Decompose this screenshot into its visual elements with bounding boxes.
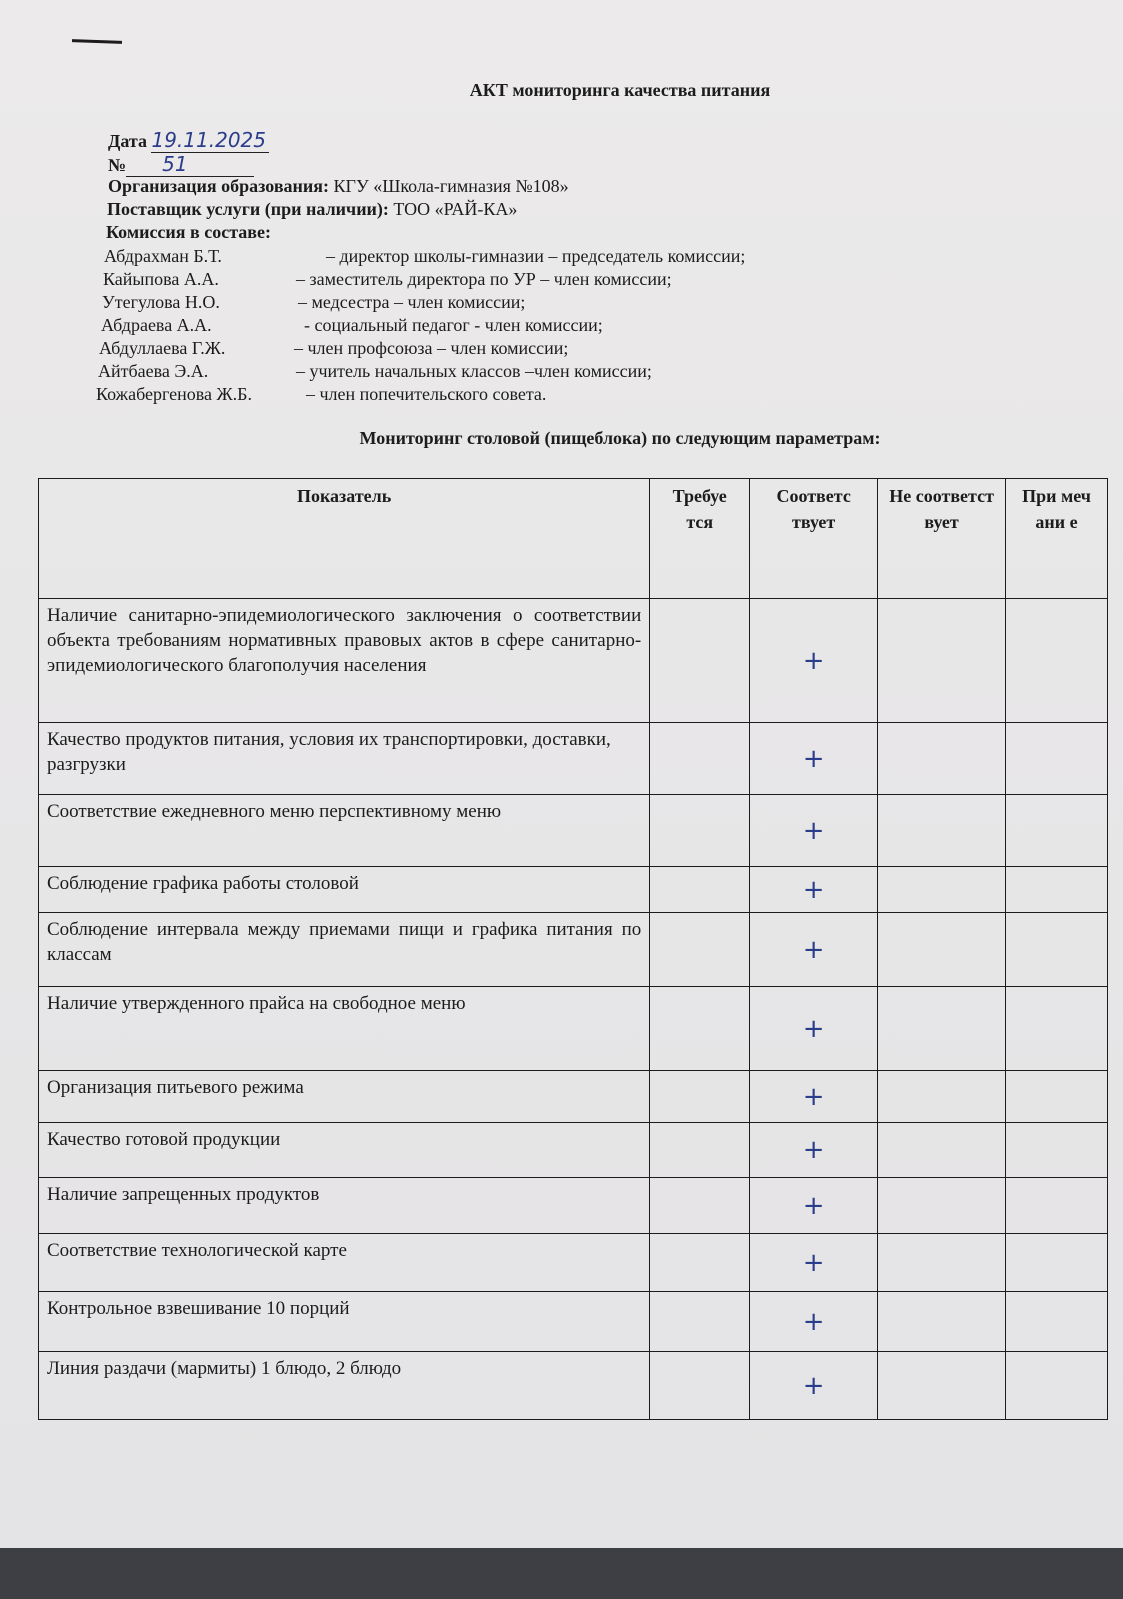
table-row	[39, 867, 1108, 913]
complies-cell: +	[750, 913, 878, 987]
commission-member	[99, 338, 569, 359]
note-cell	[1006, 913, 1108, 987]
complies-cell: +	[750, 723, 878, 795]
note-cell	[1006, 795, 1108, 867]
date-label: Дата	[108, 131, 147, 151]
commission-line	[106, 222, 271, 243]
not-complies-cell	[878, 1071, 1006, 1123]
note-cell	[1006, 1234, 1108, 1292]
document-title: АКТ мониторинга качества питания	[469, 80, 771, 100]
complies-cell: +	[750, 1234, 878, 1292]
monitoring-table	[38, 478, 1108, 1420]
number-value: 51	[162, 152, 188, 176]
complies-cell: +	[750, 1071, 878, 1123]
header-complies: Соответс твует	[750, 479, 878, 599]
member-name: Абдрахман Б.Т.	[104, 246, 222, 266]
commission-member	[101, 315, 603, 336]
member-name: Утегулова Н.О.	[102, 292, 220, 312]
not-complies-cell	[878, 723, 1006, 795]
complies-cell: +	[750, 1352, 878, 1420]
table-row	[39, 1123, 1108, 1178]
organization-line	[108, 176, 569, 197]
not-complies-cell	[878, 867, 1006, 913]
member-role: – заместитель директора по УР – член комиссии;	[296, 269, 672, 289]
required-cell	[650, 1234, 750, 1292]
indicator-cell: Соблюдение интервала между приемами пищи и графика питания по классам	[39, 913, 650, 987]
member-name: Кайыпова А.А.	[103, 269, 219, 289]
supplier-label: Поставщик услуги (при наличии):	[107, 199, 389, 219]
table-row	[39, 1234, 1108, 1292]
note-cell	[1006, 1178, 1108, 1234]
not-complies-cell	[878, 1352, 1006, 1420]
member-role: – член профсоюза – член комиссии;	[294, 338, 569, 358]
complies-cell: +	[750, 1123, 878, 1178]
not-complies-cell	[878, 599, 1006, 723]
table-row	[39, 795, 1108, 867]
note-cell	[1006, 723, 1108, 795]
date-line	[108, 128, 269, 153]
note-cell	[1006, 1292, 1108, 1352]
required-cell	[650, 1071, 750, 1123]
required-cell	[650, 913, 750, 987]
indicator-cell: Качество готовой продукции	[39, 1123, 650, 1178]
date-value: 19.11.2025	[151, 128, 266, 152]
table-caption: Мониторинг столовой (пищеблока) по следующим параметрам:	[359, 428, 881, 448]
table-row	[39, 1071, 1108, 1123]
supplier-value: ТОО «РАЙ-КА»	[393, 199, 518, 219]
table-row	[39, 723, 1108, 795]
number-slot	[126, 152, 254, 177]
note-cell	[1006, 599, 1108, 723]
indicator-cell: Соответствие технологической карте	[39, 1234, 650, 1292]
required-cell	[650, 867, 750, 913]
table-row	[39, 599, 1108, 723]
table-row	[39, 913, 1108, 987]
complies-cell: +	[750, 599, 878, 723]
indicator-cell: Соответствие ежедневного меню перспективному меню	[39, 795, 650, 867]
member-role: – член попечительского совета.	[306, 384, 547, 404]
organization-label: Организация образования:	[108, 176, 330, 196]
commission-member	[103, 269, 672, 290]
required-cell	[650, 599, 750, 723]
not-complies-cell	[878, 795, 1006, 867]
note-cell	[1006, 1071, 1108, 1123]
member-name: Кожабергенова Ж.Б.	[96, 384, 252, 404]
number-line	[108, 152, 254, 177]
not-complies-cell	[878, 1292, 1006, 1352]
complies-cell: +	[750, 1178, 878, 1234]
table-row	[39, 987, 1108, 1071]
number-label: №	[108, 155, 127, 175]
complies-cell: +	[750, 795, 878, 867]
member-role: – директор школы-гимназии – председатель комиссии;	[326, 246, 746, 266]
not-complies-cell	[878, 1234, 1006, 1292]
indicator-cell: Качество продуктов питания, условия их транспортировки, доставки, разгрузки	[39, 723, 650, 795]
not-complies-cell	[878, 1178, 1006, 1234]
note-cell	[1006, 1352, 1108, 1420]
indicator-cell: Наличие утвержденного прайса на свободное меню	[39, 987, 650, 1071]
note-cell	[1006, 867, 1108, 913]
complies-cell: +	[750, 987, 878, 1071]
indicator-cell: Контрольное взвешивание 10 порций	[39, 1292, 650, 1352]
indicator-cell: Организация питьевого режима	[39, 1071, 650, 1123]
supplier-line	[107, 199, 517, 220]
required-cell	[650, 795, 750, 867]
pen-mark	[72, 39, 122, 44]
not-complies-cell	[878, 987, 1006, 1071]
indicator-cell: Линия раздачи (мармиты) 1 блюдо, 2 блюдо	[39, 1352, 650, 1420]
required-cell	[650, 1123, 750, 1178]
commission-member	[96, 384, 547, 405]
commission-member	[98, 361, 652, 382]
header-required: Требуе тся	[650, 479, 750, 599]
required-cell	[650, 1178, 750, 1234]
member-name: Айтбаева Э.А.	[98, 361, 209, 381]
member-name: Абдраева А.А.	[101, 315, 212, 335]
header-note: При меч ани е	[1006, 479, 1108, 599]
complies-cell: +	[750, 1292, 878, 1352]
commission-member	[104, 246, 746, 267]
indicator-cell: Соблюдение графика работы столовой	[39, 867, 650, 913]
required-cell	[650, 1292, 750, 1352]
header-indicator: Показатель	[39, 479, 650, 599]
indicator-cell: Наличие запрещенных продуктов	[39, 1178, 650, 1234]
member-name: Абдуллаева Г.Ж.	[99, 338, 226, 358]
note-cell	[1006, 987, 1108, 1071]
organization-value: КГУ «Школа-гимназия №108»	[333, 176, 569, 196]
indicator-cell: Наличие санитарно-эпидемиологического заключения о соответствии объекта требованиям нормативных правовых актов в сфере санитарно-эпидемиологического благополучия населения	[39, 599, 650, 723]
required-cell	[650, 723, 750, 795]
member-role: – медсестра – член комиссии;	[298, 292, 526, 312]
table-row	[39, 1178, 1108, 1234]
member-role: – учитель начальных классов –член комиссии;	[296, 361, 652, 381]
member-role: - социальный педагог - член комиссии;	[304, 315, 603, 335]
note-cell	[1006, 1123, 1108, 1178]
table-header-row	[39, 479, 1108, 599]
header-not-complies: Не соответст вует	[878, 479, 1006, 599]
required-cell	[650, 987, 750, 1071]
commission-member	[102, 292, 526, 313]
table-row	[39, 1352, 1108, 1420]
not-complies-cell	[878, 913, 1006, 987]
date-slot	[151, 128, 269, 153]
table-row	[39, 1292, 1108, 1352]
not-complies-cell	[878, 1123, 1006, 1178]
required-cell	[650, 1352, 750, 1420]
complies-cell: +	[750, 867, 878, 913]
commission-label: Комиссия в составе:	[106, 222, 271, 242]
